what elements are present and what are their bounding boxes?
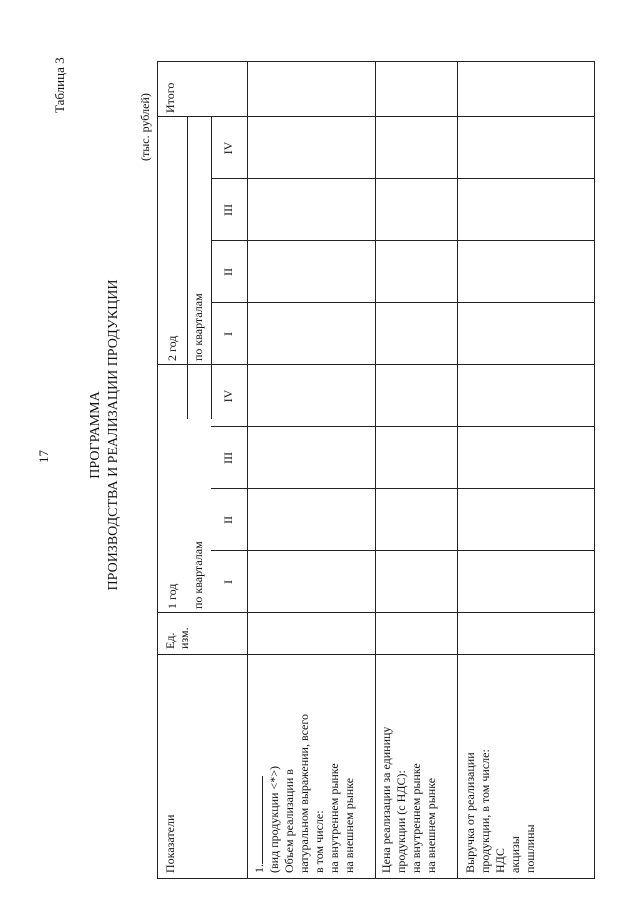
product-type-blank <box>251 776 263 864</box>
row-line: продукции (с НДС): <box>394 770 408 873</box>
header-indicators: Показатели <box>163 814 177 873</box>
line-y2-q3-right <box>211 178 595 179</box>
row-line: Объем реализации в <box>282 769 296 873</box>
header-year1: 1 год <box>165 583 179 609</box>
row-line: на внутреннем рынке <box>409 763 423 873</box>
header-y2-q4: IV <box>221 141 235 155</box>
header-unit-line2: изм. <box>177 627 191 649</box>
header-y1-q4: IV <box>221 389 235 403</box>
line-header-bottom <box>247 61 248 879</box>
line-row1-bottom <box>375 61 376 879</box>
line-quarters-divider <box>211 117 212 419</box>
page-number: 17 <box>36 450 51 463</box>
line-indicators-right <box>157 654 595 655</box>
header-total: Итого <box>163 82 177 113</box>
header-y1-q3: III <box>221 452 235 464</box>
table-border-bottom <box>594 61 595 879</box>
row-line: Цена реализации за единицу <box>379 726 393 873</box>
row-line: НДС <box>493 848 507 873</box>
header-year2: 2 год <box>165 335 179 361</box>
table-border-left <box>157 878 595 879</box>
row-number: 1. <box>251 714 267 873</box>
document-subtitle: ПРОИЗВОДСТВА И РЕАЛИЗАЦИИ ПРОДУКЦИИ <box>106 279 121 591</box>
row-unit-price <box>379 727 439 873</box>
line-y2-q1-right <box>211 302 595 303</box>
line-q1-right <box>211 550 595 551</box>
row-line: в том числе: <box>312 810 326 873</box>
table-label: Таблица 3 <box>52 57 67 113</box>
production-program-table <box>157 61 595 879</box>
row-line: акцизы <box>508 836 522 873</box>
header-y1-q1: I <box>221 580 235 584</box>
header-y1-q2: II <box>221 516 235 524</box>
header-y2-q2: II <box>221 268 235 276</box>
line-q3-right <box>211 426 595 427</box>
header-unit-line1: Ед. <box>163 632 177 649</box>
row-line: продукции, в том числе: <box>478 749 492 873</box>
table-border-top <box>157 61 158 879</box>
line-y2-q2-right <box>211 240 595 241</box>
row-line: пошлины <box>523 824 537 873</box>
row-sales-volume <box>251 714 357 873</box>
units-label: (тыс. рублей) <box>138 93 152 161</box>
row-line: на внешнем рынке <box>342 777 356 873</box>
header-y2-q1: I <box>221 332 235 336</box>
row-line: на внешнем рынке <box>424 777 438 873</box>
line-row2-bottom <box>457 61 458 879</box>
row-line: на внутреннем рынке <box>327 763 341 873</box>
row-line: натуральном выражении, всего <box>297 714 311 873</box>
row-line: (вид продукции <*>) <box>267 766 281 873</box>
header-year1-by-quarters: по кварталам <box>191 541 205 609</box>
header-year2-by-quarters: по кварталам <box>191 293 205 361</box>
line-q2-right <box>211 488 595 489</box>
document-title: ПРОГРАММА <box>88 391 103 479</box>
line-year1-divider <box>187 117 188 419</box>
table-border-right <box>157 61 595 62</box>
row-line: Выручка от реализации <box>463 752 477 873</box>
row-revenue <box>463 749 538 873</box>
header-y2-q3: III <box>221 204 235 216</box>
